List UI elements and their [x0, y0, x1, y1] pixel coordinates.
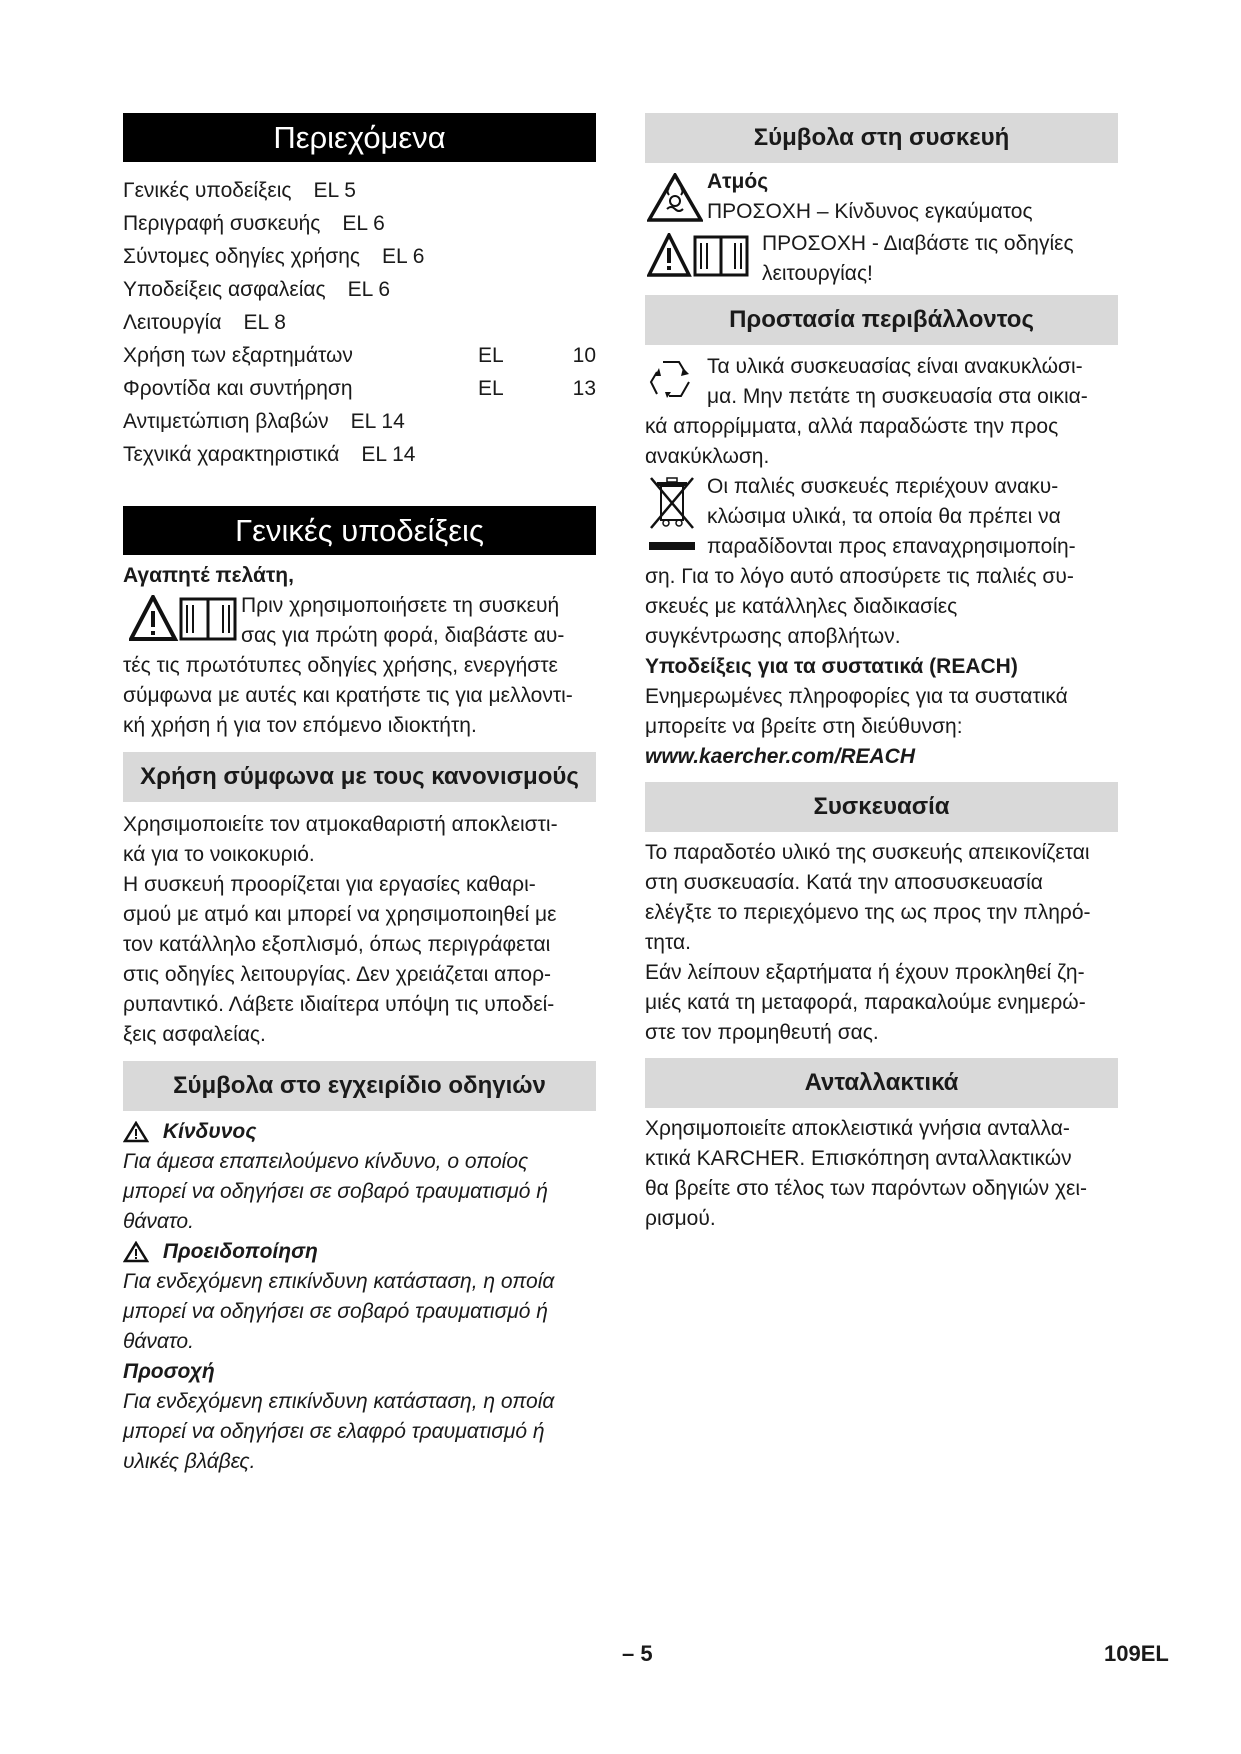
steam-text: ΠΡΟΣΟΧΗ – Κίνδυνος εγκαύματος: [707, 200, 1033, 223]
recycling-block: Τα υλικά συσκευασίας είναι ανακυκλώσι- μα. Μην πετάτε τη συσκευασία στα οικια- κά απορρίμματα, αλλά παραδώστε την προς ανακύκλωση.: [645, 355, 1088, 468]
symbols-title: Σύμβολα στο εγχειρίδιο οδηγιών: [123, 1061, 596, 1111]
toc-row[interactable]: Υποδείξεις ασφαλείας EL 6: [123, 278, 391, 301]
warning-label: Προειδοποίηση: [162, 1240, 318, 1263]
intro-line: Πριν χρησιμοποιήσετε τη συσκευή: [241, 594, 560, 617]
warning-book-icon: [647, 233, 751, 284]
toc-row[interactable]: Χρήση των εξαρτημάτων EL 10: [123, 344, 596, 367]
warning-book-icon: [129, 595, 239, 648]
left-column: [123, 113, 596, 1477]
weee-block: Οι παλιές συσκευές περιέχουν ανακυ- κλώσιμα υλικά, τα οποία θα πρέπει να παραδίδονται προς επαναχρησιμοποίη- ση. Για το λόγο αυτό αποσύρετε τις παλιές συ- σκευές με κατάλληλες διαδικασίες συγκέντρωσης αποβλήτων.: [645, 475, 1076, 648]
document-code: 109EL: [1104, 1641, 1169, 1666]
toc-title: Περιεχόμενα: [123, 113, 596, 162]
environment-title: Προστασία περιβάλλοντος: [645, 295, 1118, 345]
crossed-bin-icon: [647, 474, 697, 565]
reach-link[interactable]: www.kaercher.com/REACH: [645, 745, 915, 768]
recycling-icon: [647, 356, 695, 409]
toc-row[interactable]: Τεχνικά χαρακτηριστικά EL 14: [123, 443, 416, 466]
intro-line: σας για πρώτη φορά, διαβάστε αυ-: [241, 624, 565, 647]
reach-title: Υποδείξεις για τα συστατικά (REACH): [645, 655, 1018, 678]
toc-row[interactable]: Περιγραφή συσκευής EL 6: [123, 212, 385, 235]
read-manual-block: ΠΡΟΣΟΧΗ - Διαβάστε τις οδηγίες λειτουργίας!: [645, 229, 1118, 289]
toc-row[interactable]: Φροντίδα και συντήρηση EL 13: [123, 377, 596, 400]
warning-triangle-icon: [123, 1241, 149, 1263]
toc-row[interactable]: Λειτουργία EL 8: [123, 311, 286, 334]
intro-block: [123, 591, 596, 741]
spare-parts-title: Ανταλλακτικά: [645, 1058, 1118, 1108]
danger-label: Κίνδυνος: [162, 1120, 257, 1143]
right-column: Σύμβολα στη συσκευή Ατμός ΠΡΟΣΟΧΗ – Κίνδυνος εγκαύματος ΠΡΟΣΟΧΗ - Διαβάστε τις οδηγίες λειτουργίας! Προστασία περιβάλλοντος Τα υλικά συσκευασίας είναι ανακυκλώσι- μα. Μην πετάτε τη συσκευασία στα οικια- κά απορρίμματα, αλλά παραδώστε την προς ανακύκλωση. Οι παλιές συσκευές περιέχουν ανακυ- κλώσιμα υλικά, τα οποία θα πρέπει να παραδίδονται προς επαναχρησιμοποίη- ση. Για το λόγο αυτό αποσύρετε τις παλιές συ- σκευές με κατάλληλες διαδικασίες συγκέντρωσης αποβλήτων. Υποδείξεις για τα συστατικά (REACH) Ενημερωμένες πληροφορίες για τα συστατικά μπορείτε να βρείτε στη διεύθυνση: www.kaercher.com/REACH Συσκευασία Το παραδοτέο υλικό της συσκευής απεικονίζεται στη συσκευασία. Κατά την αποσυσκευασία ελέγξτε το περιεχόμενο της ως προς την πληρό- τητα. Εάν λείπουν εξαρτήματα ή έχουν προκληθεί ζη- μιές κατά τη μεταφορά, παρακαλούμε ενημερώ- στε τον προμηθευτή σας. Ανταλλακτικά Χρησιμοποιείτε αποκλειστικά γνήσια ανταλλα- κτικά KARCHER. Επισκόπηση ανταλλακτικών θα βρείτε στο τέλος των παρόντων οδηγιών χει- ρισμού.: [645, 113, 1118, 1234]
hot-steam-icon: [647, 173, 703, 228]
steam-block: [645, 167, 1118, 229]
warning-block: Προειδοποίηση Για ενδεχόμενη επικίνδυνη κατάσταση, η οποία μπορεί να οδηγήσει σε σοβαρό τραυματισμό ή θάνατο.: [123, 1240, 555, 1353]
caution-label: Προσοχή: [123, 1360, 215, 1383]
steam-label: Ατμός: [707, 170, 769, 193]
danger-block: Κίνδυνος Για άμεσα επαπειλούμενο κίνδυνο, ο οποίος μπορεί να οδηγήσει σε σοβαρό τραυματισμό ή θάνατο.: [123, 1120, 548, 1233]
caution-block: Προσοχή Για ενδεχόμενη επικίνδυνη κατάσταση, η οποία μπορεί να οδηγήσει σε ελαφρό τραυματισμό ή υλικές βλάβες.: [123, 1357, 596, 1477]
spare-parts-block: Χρησιμοποιείτε αποκλειστικά γνήσια ανταλλα- κτικά KARCHER. Επισκόπηση ανταλλακτικών θα βρείτε στο τέλος των παρόντων οδηγιών χει- ρισμού.: [645, 1117, 1088, 1230]
general-notes-title: Γενικές υποδείξεις: [123, 506, 596, 555]
table-of-contents: [123, 174, 596, 471]
dear-customer: Αγαπητέ πελάτη,: [123, 564, 294, 587]
packaging-title: Συσκευασία: [645, 782, 1118, 832]
packaging-block: Το παραδοτέο υλικό της συσκευής απεικονίζεται στη συσκευασία. Κατά την αποσυσκευασία ελέγξτε το περιεχόμενο της ως προς την πληρό- τητα. Εάν λείπουν εξαρτήματα ή έχουν προκληθεί ζη- μιές κατά τη μεταφορά, παρακαλούμε ενημερώ- στε τον προμηθευτή σας.: [645, 841, 1091, 1044]
usage-title: Χρήση σύμφωνα με τους κανονισμούς: [123, 752, 596, 802]
intro-line: σύμφωνα με αυτές και κρατήστε τις για μελλοντι-: [123, 684, 573, 707]
warning-triangle-icon: [123, 1121, 149, 1143]
toc-row[interactable]: Αντιμετώπιση βλαβών EL 14: [123, 410, 405, 433]
toc-row[interactable]: Σύντομες οδηγίες χρήσης EL 6: [123, 245, 425, 268]
usage-block: Χρησιμοποιείτε τον ατμοκαθαριστή αποκλειστι- κά για το νοικοκυριό. Η συσκευή προορίζεται για εργασίες καθαρι- σμού με ατμό και μπορεί να χρησιμοποιηθεί με τον κατάλληλο εξοπλισμό, όπως περιγράφεται στις οδηγίες λειτουργίας. Δεν χρειάζεται απορ- ρυπαντικό. Λάβετε ιδιαίτερα υπόψη τις υποδεί- ξεις ασφαλείας.: [123, 813, 558, 1046]
toc-row[interactable]: Γενικές υποδείξεις EL 5: [123, 179, 356, 202]
device-symbols-title: Σύμβολα στη συσκευή: [645, 113, 1118, 163]
intro-line: κή χρήση ή για τον επόμενο ιδιοκτήτη.: [123, 714, 477, 737]
intro-line: τές τις πρωτότυπες οδηγίες χρήσης, ενεργήστε: [123, 654, 558, 677]
page-number: – 5: [622, 1641, 653, 1666]
